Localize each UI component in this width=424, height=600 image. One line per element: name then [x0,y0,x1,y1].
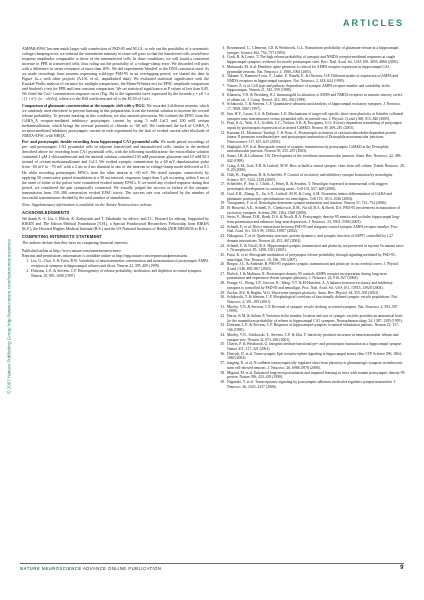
reference-number: 20. [220,205,225,210]
reference-item [218,164,405,173]
reference-number: 29. [220,290,225,295]
reference-item [218,102,405,111]
reference-text: Varoqueaux, F. et al. Neuroligins determine synapse maturation and function. Neuron 51, 741–754 (2006). [227,201,387,206]
reference-item [218,121,405,130]
reference-text: Kazama, H., Morimoto-Tanifuji, T. & Nose, A. Postsynaptic activation of calcium/calmodulin-dependent protein kinase II promotes coordinated pre- and postsynaptic maturation of Drosophila neuromuscular junctions. Neuroscience 117, 615–625 (2003). [227,130,397,145]
left-column [22,46,209,561]
reference-number: 11. [220,121,225,126]
reference-item [218,154,405,163]
reference-text: El-Husseini, A.E., Schnell, E., Chetkovich, D.M., Nicoll, R.A. & Bredt, D.S. PSD-95 involvement in maturation of excitatory synapses. Science 290, 1364–1368 (2000). [227,205,400,215]
reference-number: 15. [220,163,225,168]
reference-item [218,173,405,182]
reference-item [22,259,209,268]
page-number: 9 [400,565,404,571]
reference-text: Ehrlich, I. & Malinow, R. Postsynaptic density 95 controls AMPA receptor incorporation during long-term potentiation and experience-driven synaptic plasticity. J. Neurosci. 24, 916–927 (2004). [227,271,387,281]
reference-text: Sun, H.Y., Lyons, S.A. & Dobrunz, L.E. Mechanisms of target-cell specific short-term plasticity at Schaffer collateral synapses onto interneurones versus pyramidal cells in juvenile rats. J. Physiol. (Lond.) 568, 815–840 (2005). [227,111,404,121]
reference-number: 9. [222,102,225,107]
reference-item [218,361,405,370]
reference-text: Murthy, V.N. & Stevens, C.F. Reversal of synaptic vesicle docking at central synapses. Nat. Neurosci. 2, 503–507 (1999). [227,304,398,314]
reference-item [218,131,405,145]
reference-item [218,74,405,83]
reference-number: 28. [220,281,225,286]
reference-item [218,225,405,234]
reference-text: Schikorski, T. & Stevens, C.F. Morphological correlates of functionally defined synaptic vesicle populations. Nat. Neurosci. 4, 391–395 (2001). [227,295,398,304]
reference-number: 21. [220,215,225,220]
reference-number: 39. [220,379,225,384]
subheading: Comparison of glutamate concentration at the synaptic cleft with γ-DGG. [22,102,146,108]
reference-number: 12. [220,130,225,135]
reference-number: 2. [26,268,29,273]
reference-item [218,65,405,74]
reference-number: 8. [222,93,225,98]
footer-rule [20,563,404,564]
reference-number: 19. [220,201,225,206]
reference-text: Nagasaki, Y. et al. Transcriptomic signaling by postsynaptic adhesion molecules regulates synapse maturation. J. Neurosci. 26, 2345–2357 (2006). [227,379,396,389]
reference-item [218,380,405,389]
reference-text: Nusser, Z. et al. Cell type and pathway dependence of synaptic AMPA receptor number and variability in the hippocampus. Neuron 21, 545–559 (1998). [227,83,391,93]
page-footer [20,566,404,571]
section-header: ARTICLES [343,18,404,28]
reference-number: 14. [220,154,225,159]
reference-text: Dobrunz, L.E. & Stevens, C.F. Response of hippocampal synapses to natural stimulation patterns. Neuron 22, 157–166 (1999). [227,323,400,333]
competing-interests-text: The authors declare that they have no competing financial interests. [22,240,129,246]
acknowledgments-heading: ACKNOWLEDGMENTS [22,209,70,215]
reference-item [218,192,405,201]
methods-paragraph [22,103,209,138]
copyright-text: © 2007 Nature Publishing Group http://www.nature.com/natureneuroscience [6,239,12,394]
reference-number: 17. [220,182,225,187]
right-column [218,46,405,561]
reference-item [218,342,405,351]
reference-text: Matsuzaki, M. et al. Dendritic spine geometry is critical for AMPA receptor expression in hippocampal CA1 pyramidal neurons. Nat. Neurosci. 4, 1086–1092 (2001). [227,64,390,74]
reference-item [218,333,405,342]
reference-number: 24. [220,243,225,248]
reference-number: 36. [220,351,225,356]
reference-number: 37. [220,361,225,366]
reference-text: Junging, K. et al. N-cadherin transsynaptically regulates short-term plasticity at glutamatergic synapses in embryonic stem cell-derived neurons. J. Neurosci. 26, 6968–6978 (2006). [227,361,403,370]
reference-number: 27. [220,271,225,276]
reference-item [218,93,405,102]
reference-number: 31. [220,304,225,309]
reference-number: 33. [220,323,225,328]
reference-number: 5. [222,64,225,69]
reference-number: 32. [220,314,225,319]
reference-text: Futai, K. et al. Retrograde modulation of presynaptic release probability through signaling mediated by PSD-95–neuroligin. Nat. Neurosci. 10, 186–195 (2007). [227,252,397,262]
reference-item [22,269,209,278]
reference-item [218,215,405,224]
subheading: Pre- and postsynaptic double recording from hippocampal CA3 pyramidal cells. [22,139,160,145]
publication-status: ADVANCE ONLINE PUBLICATION [82,566,162,571]
reference-number: 26. [220,262,225,267]
reference-text: Dietrich, D. et al. Trans-synaptic Eph receptor-ephrin signaling in hippocampal mossy fiber LTP. Science 296, 1864–1869 (2002). [227,351,403,361]
reference-number: 30. [220,295,225,300]
reference-number: 23. [220,234,225,239]
reference-number: 7. [222,83,225,88]
reference-text: Dobrunz, L.E. & Stevens, C.F. Heterogeneity of release probability, facilitation, and depletion at central synapses. Neuron 18, 995–1008 (1997). [31,268,202,278]
reference-text: Chih, B., Engelman, H. & Scheiffele, P. Control of excitatory and inhibitory synapse formation by neuroligins. Science 307, 1324–1328 (2005). [227,172,394,182]
reference-text: Takumi, Y., Ramirez-Leon, V., Laake, P., Rinvik, E. & Ottersen, O.P. Different modes of expression of AMPA and NMDA receptors in hippocampal synapses. Nat. Neurosci. 2, 618–624 (1999). [227,74,398,83]
reference-item [218,281,405,290]
reference-text: Graf, E.R., Zhang, X., Jin, S.X., Linhoff, M.W. & Craig, A.M. Neurexins induce differentiation of GABA and glutamate postsynaptic specializations via neuroligins. Cell 119, 1013–1026 (2004). [227,191,392,201]
competing-interests-heading: COMPETING INTERESTS STATEMENT [22,234,103,240]
reference-item [218,262,405,271]
reference-number: 16. [220,172,225,177]
reference-text: Stein, V., House, D.R., Bredt, D.S. & Nicoll, R.A. Postsynaptic density-95 mimics and occludes hippocampal long-term potentiation and enhances long-term depression. J. Neurosci. 23, 5503–5506 (2003). [227,215,401,225]
acknowledgments-text: We thank K.-S. Liu, I. Ehlich, K. Kobayashi and T. Takahashi for advice, and J.C. Howard for editing. Supported by RIKEN and The Edison Medical Foundation (Y.H.), a Special Postdoctoral Researchers Fellowship from RIKEN (K.F.), the Howard Hughes Medical Institute (R.S.) and the US National Institutes of Health (NIH MH38256 to R.S.). [22,215,209,231]
reference-number: 38. [220,370,225,375]
reference-item [218,182,405,191]
reference-text: Zucker, R.S. & Regehr, W.G. Short-term synaptic plasticity. Annu. Rev. Physiol. 64, 355–405 (2002). [227,290,380,295]
reference-item [218,244,405,253]
reference-list [22,259,209,278]
reference-item [218,253,405,262]
reference-text: Liu, G., Choi, S. & Tsien, R.W. Variability of neurotransmitter concentration and nonsaturation of postsynaptic AMPA receptors at synapses in hippocampal cultures and slices. Neuron 22, 395–409 (1999). [31,259,209,269]
reference-item [218,206,405,215]
reference-text: Scheiffele, P., Fan, J., Choih, J., Fetter, R. & Serafini, T. Neuroligin expressed in nonneuronal cells triggers presynaptic development in contacting axons. Cell 101, 657–669 (2000). [227,182,388,192]
reference-text: Rosenmund, C., Clements, J.D. & Westbrook, G.L. Nonuniform probability of glutamate release at a hippocampal synapse. Science 262, 754–757 (1993). [227,46,399,55]
reference-item [218,371,405,380]
reference-text: Pratt, K.G., Watt, A.J., Griffith, L.C., Nelson, S.B. & Turrigiano, G.G. Activity-dependent remodeling of presynaptic inputs by postsynaptic expression of activated CaMKII. Neuron 39, 269–281 (2003). [227,121,403,130]
reference-number: 35. [220,342,225,347]
reference-number: 10. [220,111,225,116]
paragraph-text: We made paired recordings of pre- and postsynaptic CA3 pyramidal cells in adjacent transfected and untransfected cells, similar to the method described above for recording from CA1 pyramidal cells, with the following modifications: the extracellular solution contained 1 µM 2-chloroadenosine and the internal solution contained 130 mM potassium gluconate and 10 mM KCl instead of cesium methanesulfonate and CsCl. We evoked synaptic transmission by a 60 mV depolarization pulse from −60 mV to −70 mV with a 2 ms to 4 ms duration to one of the neurons in voltage-clamp mode delivered at 0.1 Hz while recording postsynaptic EPSCs from the other neuron at −60 mV. We tested synaptic connectivity by applying 50 consecutive paired stimulations at a 50 ms interval; responses larger than 5 pA occurring within 5 ms of the onset of either of the pulses were considered evoked unitary EPSCs. If we noted any evoked response during that period, we considered the pair synaptically connected. We visually judged the success or failure of the synaptic transmission from 150–300 consecutive evoked EPSC traces. The success rate was calculated by the number of successful transmissions divided by the total number of stimulations. [22,139,209,200]
reference-item [218,305,405,314]
reference-list [218,46,405,389]
reference-text: Schnell, E. & Nicoll, R.A. Hippocampal synaptic transmission and plasticity are preserved in myosin Va mutant mice. J. Neurophysiol. 85, 1498–1501 (2001). [227,243,405,253]
reference-text: Beique, J.C. & Andrade, R. PSD-95 regulates synaptic transmission and plasticity in rat cerebral cortex. J. Physiol. (Lond.) 546, 859–867 (2003). [227,262,400,272]
reference-text: Haghighi, A.P. et al. Retrograde control of synaptic transmission by postsynaptic CaMKII at the Drosophila neuromuscular junction. Neuron 39, 255–267 (2003). [227,144,389,154]
reference-number: 13. [220,144,225,149]
reference-number: 22. [220,224,225,229]
reference-item [218,55,405,64]
reference-text: Schnell, E. et al. Direct interactions between PSD-95 and stargazin control synaptic AMPA receptor number. Proc. Natl. Acad. Sci. USA 99, 13902–13907 (2002). [227,224,399,234]
reference-number: 18. [220,191,225,196]
reference-text: Prange, O., Wong, T.P., Gerrow, K., Wang, Y.T. & El-Husseini, A. A balance between excitatory and inhibitory synapses is controlled by PSD-95 and neuroligin. Proc. Natl. Acad. Sci. USA 101, 13915–13920 (2004). [227,281,393,290]
reference-number: 1. [26,259,29,264]
reference-text: Cook, R. & Lomo, T. The high release probability of synaptic and NMDA receptor-mediated responses at single hippocampal synapses: evidence for motile postsynaptic sites. Proc. Natl. Acad. Sci. USA 100, 4855–4860 (2003). [227,55,399,65]
reference-item [218,295,405,304]
reference-item [218,314,405,323]
reference-text: Craig, A.M., Graf, E.R. & Linhoff, M.W. How to build a central synapse: clues from cell culture. Trends Neurosci. 29, 8–20 (2006). [227,163,405,173]
methods-paragraph: AMPAR-EPSC became much larger with transfection of PSD-95 and NLG1, to rule out the possibility of a systematic voltage-clamping error, we reduced the stimulation intensity in some cell pairs so that the transfected cells would have response amplitudes comparable to those of the untransfected cells. In those conditions, we still found a consistent increase in PPR in transfected cells, thus ruling out the possibility of a voltage-clamp error. We discarded cell pairs with a difference in series resistance of more than 20%. We did experiments 'blinded' to the DNA constructs used. As we made recordings from neurons expressing wild-type PSD-95 in an overlapping period, we shared the data in Figure 1a–c with other projects (A.I.K. et al., unpublished data). We evaluated statistical significance with the Kruskal-Wallis analysis of variance for multiple comparisons, the Mann-Whitney test for EPSC amplitude comparison and Student's t-test for PPR and time constant comparison. We set statistical significance at P values of less than 0.05. We fitted the Ca2+ concentration response curve (Fig. 3b) to the sigmoidal curve expressed by the formula y = y0 + a / [1 + e^(−(x − x0)/b)], where a is the Hill coefficient and x0 is the EC50 of Ca2+. [22,46,209,102]
reference-text: Kharazia, V.N. & Weinberg, R.J. Immunogold localization of AMPA and NMDA receptors in somatic sensory cortex of albino rat. J. Comp. Neurol. 412, 292–302 (1999). [227,93,403,102]
reference-number: 34. [220,332,225,337]
reference-item [218,272,405,281]
reference-item [218,112,405,121]
reference-item [218,323,405,332]
reference-item [218,46,405,55]
reference-number: 3. [222,46,225,50]
reference-text: Sanes, J.R. & Lichtman, J.W. Development of the vertebrate neuromuscular junction. Annu. Rev. Neurosci. 22, 389–442 (1999). [227,154,403,163]
publication-info: Published online at http://www.nature.com/natureneuroscience Reprints and permissions information is available online at http://npg.nature.com/reprintsandpermissions [22,248,188,259]
reference-number: 6. [222,74,225,79]
footer-journal-line [20,566,161,571]
reference-item [218,84,405,93]
reference-text: Chavis, P. & Westbrook, G. Integrins mediate functional pre- and postsynaptic maturation at a hippocampal synapse. Nature 411, 317–321 (2001). [227,342,403,351]
reference-item [218,234,405,243]
reference-number: 25. [220,252,225,257]
reference-text: Migaud, M. et al. Enhanced long-term potentiation and impaired learning in mice with mutant postsynaptic density-95 protein. Nature 396, 433–439 (1998). [227,370,405,380]
reference-text: Schikorski, T. & Stevens, C.F. Quantitative ultrastructural analysis of hippocampal excitatory synapses. J. Neurosci. 17, 5858–5867 (1997). [227,102,402,112]
journal-name: NATURE NEUROSCIENCE [20,566,82,571]
reference-text: Murthy, V.N., Schikorski, T., Stevens, C.F. & Zhu, Y. Inactivity produces increases in neurotransmitter release and synapse size. Neuron 32, 673–682 (2001). [227,332,399,342]
copyright-side-note [3,240,11,400]
reference-text: Nakagawa, T. et al. Quaternary structure, protein dynamics, and synaptic function of SAP97 controlled by L27 domain interactions. Neuron 44, 453–467 (2004). [227,234,394,243]
reference-item [218,145,405,154]
reference-item [218,352,405,361]
paragraph-text: We recorded 2 different neurons, which we randomly used elsewhere to prevent bursting in this preparations, from the external solution to increase the overall release probability. To prevent bursting in this condition, we also omitted picrotoxin. We isolated the EPSC from the GABA_A receptor-mediated inhibitory postsynaptic current by using 5 mM CaCl and 100 mM cesium methanesulfonate, which brings the reversal potential of chloride to −60 mV. We confirmed the lack of GABA_A receptor-mediated inhibitory postsynaptic current in each experiment by the lack of evoked current after blockade of NMDA-EPSC with NBQX. [22,102,209,138]
reference-number: 4. [222,55,225,60]
supplementary-note: Note: Supplementary information is available on the Nature Neuroscience website. [22,201,153,207]
reference-text: Harris, K.M. & Sultan, P. Variation in the number, location and size of synaptic vesicles provides an anatomical basis for the nonuniform probability of release at hippocampal CA1 synapses. Neuropharmacology 34, 1387–1395 (1995). [227,314,403,323]
methods-paragraph [22,139,209,200]
